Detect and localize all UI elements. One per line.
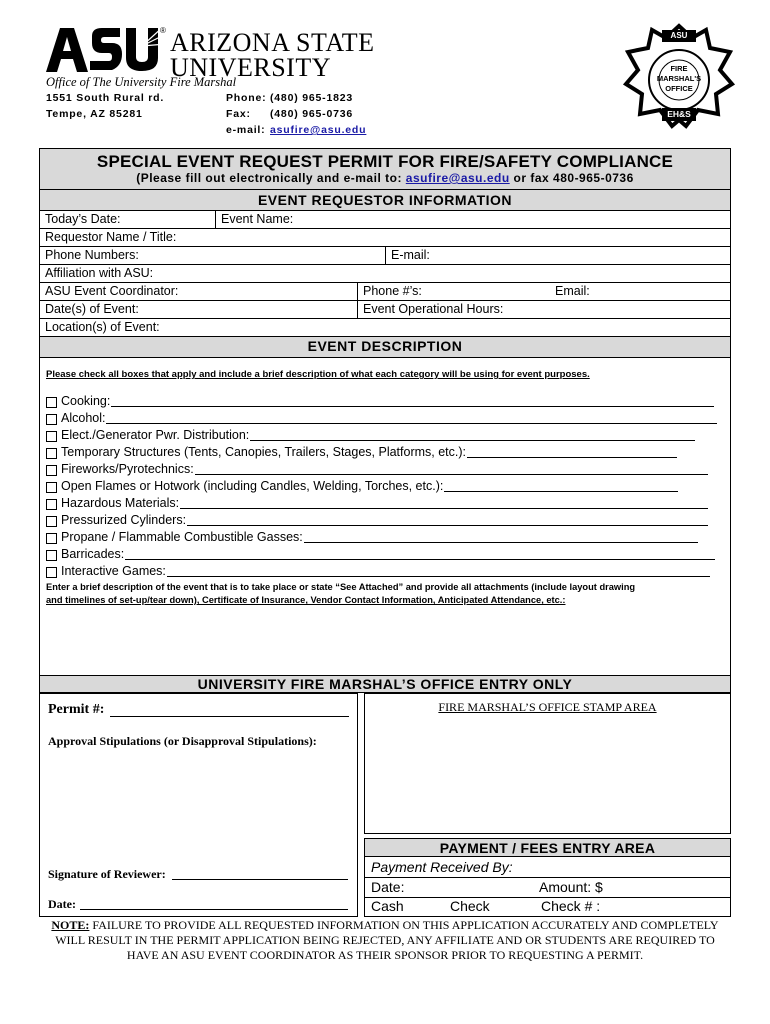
description-heading: EVENT DESCRIPTION — [307, 338, 463, 354]
badge-center-line2: MARSHAL'S — [656, 74, 702, 83]
fill-line[interactable] — [250, 439, 695, 441]
footer-note — [42, 918, 728, 963]
checkbox-generator[interactable] — [46, 427, 695, 444]
divider — [357, 301, 358, 318]
brief-description-line1: Enter a brief description of the event that is to take place or state “See Attached” and provide all attachments (include layout drawing — [46, 582, 636, 592]
check-number-label[interactable]: Check # : — [541, 898, 601, 914]
checkbox-label: Elect./Generator Pwr. Distribution: — [61, 428, 250, 442]
requestor-heading: EVENT REQUESTOR INFORMATION — [257, 192, 513, 208]
coordinator-label[interactable]: ASU Event Coordinator: — [45, 284, 179, 298]
row-locations — [39, 318, 731, 336]
divider — [357, 283, 358, 300]
hours-label[interactable]: Event Operational Hours: — [363, 302, 504, 316]
checkbox-label: Interactive Games: — [61, 564, 166, 578]
event-name-label[interactable]: Event Name: — [221, 212, 294, 226]
phone-numbers-label[interactable]: Phone Numbers: — [45, 248, 139, 262]
asu-logo-icon — [46, 26, 166, 72]
brief-description-line2: and timelines of set-up/tear down), Certificate of Insurance, Vendor Contact Information, Anticipated Attendance, etc.: — [46, 595, 566, 605]
form-title: SPECIAL EVENT REQUEST PERMIT FOR FIRE/SAFETY COMPLIANCE — [96, 152, 674, 171]
fill-line[interactable] — [187, 524, 708, 526]
form-subtitle — [39, 171, 731, 185]
checkbox-games[interactable] — [46, 563, 710, 580]
badge-center-line1: FIRE — [670, 64, 688, 73]
checkbox-alcohol[interactable] — [46, 410, 717, 427]
cash-option[interactable]: Cash — [371, 898, 404, 914]
instruction-text: Please check all boxes that apply and include a brief description of what each category will be using for event purposes. — [46, 369, 590, 380]
checkbox-icon[interactable] — [46, 516, 57, 527]
checkbox-barricades[interactable] — [46, 546, 715, 563]
permit-label: Permit #: — [48, 702, 105, 717]
subtitle-post: or fax 480-965-0736 — [513, 171, 634, 185]
permit-panel — [39, 693, 358, 917]
payment-heading: PAYMENT / FEES ENTRY AREA — [439, 840, 656, 856]
coordinator-email-label[interactable]: Email: — [555, 284, 590, 298]
fill-line[interactable] — [106, 422, 717, 424]
checkbox-label: Hazardous Materials: — [61, 496, 180, 510]
row-phone — [39, 246, 731, 264]
checkbox-label: Barricades: — [61, 547, 125, 561]
checkbox-label: Alcohol: — [61, 411, 106, 425]
checkbox-icon[interactable] — [46, 533, 57, 544]
review-date-line[interactable] — [80, 909, 348, 910]
stamp-area-label: FIRE MARSHAL’S OFFICE STAMP AREA — [438, 700, 657, 714]
checkbox-propane[interactable] — [46, 529, 698, 546]
address-line1: 1551 South Rural rd. — [46, 92, 165, 104]
checkbox-hazardous[interactable] — [46, 495, 708, 512]
divider — [385, 247, 386, 264]
university-name-line1: ARIZONA STATE — [170, 28, 375, 57]
email-field-label[interactable]: E-mail: — [391, 248, 430, 262]
fill-line[interactable] — [444, 490, 678, 492]
fill-line[interactable] — [111, 405, 714, 407]
registered-mark: ® — [160, 26, 166, 35]
checkbox-icon[interactable] — [46, 482, 57, 493]
check-option[interactable]: Check — [450, 898, 490, 914]
fill-line[interactable] — [304, 541, 698, 543]
signature-label: Signature of Reviewer: — [48, 867, 166, 881]
row-affiliation — [39, 264, 731, 282]
locations-label[interactable]: Location(s) of Event: — [45, 320, 160, 334]
university-name-line2: UNIVERSITY — [170, 53, 331, 82]
checkbox-label: Pressurized Cylinders: — [61, 513, 187, 527]
checkbox-label: Fireworks/Pyrotechnics: — [61, 462, 194, 476]
checkbox-icon[interactable] — [46, 550, 57, 561]
checkbox-icon[interactable] — [46, 499, 57, 510]
fill-line[interactable] — [195, 473, 708, 475]
checkbox-fireworks[interactable] — [46, 461, 708, 478]
checkbox-label: Open Flames or Hotwork (including Candles, Welding, Torches, etc.): — [61, 479, 444, 493]
phone-value: (480) 965-1823 — [270, 92, 354, 104]
phone-label: Phone: — [226, 92, 267, 104]
checkbox-icon[interactable] — [46, 414, 57, 425]
fill-line[interactable] — [167, 575, 710, 577]
note-label: NOTE: — [51, 918, 90, 932]
checkbox-icon[interactable] — [46, 465, 57, 476]
checkbox-label: Temporary Structures (Tents, Canopies, Trailers, Stages, Platforms, etc.): — [61, 445, 467, 459]
payment-date-label[interactable]: Date: — [371, 879, 405, 895]
checkbox-icon[interactable] — [46, 567, 57, 578]
note-text: FAILURE TO PROVIDE ALL REQUESTED INFORMATION ON THIS APPLICATION ACCURATELY AND COMPLETELY WILL RESULT IN THE PERMIT APPLICATION BEING REJECTED, ANY AFFILIATE AND OR STUDENTS ARE REQUIRED TO HAVE AN ASU EVENT COORDINATOR AS THEIR SPONSOR PRIOR TO REQUESTING A PERMIT. — [55, 918, 719, 962]
subtitle-email-link[interactable]: asufire@asu.edu — [405, 171, 510, 185]
signature-line[interactable] — [172, 879, 348, 880]
phone-s-label[interactable]: Phone #’s: — [363, 284, 422, 298]
fax-label: Fax: — [226, 108, 251, 120]
checkbox-icon[interactable] — [46, 397, 57, 408]
fire-marshal-badge — [620, 22, 738, 130]
requestor-label[interactable]: Requestor Name / Title: — [45, 230, 177, 244]
badge-bottom-text: EH&S — [667, 109, 691, 119]
checkbox-cooking[interactable] — [46, 393, 714, 410]
email-label: e-mail: — [226, 124, 266, 136]
checkbox-label: Cooking: — [61, 394, 111, 408]
row-dates — [39, 300, 731, 318]
row-date-event — [39, 210, 731, 228]
address-line2: Tempe, AZ 85281 — [46, 108, 143, 120]
review-date-label: Date: — [48, 897, 76, 911]
permit-number-line[interactable] — [110, 716, 349, 717]
divider — [215, 211, 216, 228]
brief-description-area[interactable] — [46, 610, 724, 672]
fill-line[interactable] — [180, 507, 708, 509]
fax-value: (480) 965-0736 — [270, 108, 354, 120]
asu-logo — [46, 26, 166, 72]
row-coordinator — [39, 282, 731, 300]
office-heading: UNIVERSITY FIRE MARSHAL’S OFFICE ENTRY ONLY — [197, 676, 573, 692]
amount-label[interactable]: Amount: $ — [539, 879, 603, 895]
stipulations-label: Approval Stipulations (or Disapproval Stipulations): — [48, 734, 317, 748]
todays-date-label: Today’s Date: — [45, 212, 121, 226]
subtitle-pre: (Please fill out electronically and e-mail to: — [136, 171, 402, 185]
checkbox-label: Propane / Flammable Combustible Gasses: — [61, 530, 303, 544]
dates-label[interactable]: Date(s) of Event: — [45, 302, 139, 316]
checkbox-cylinders[interactable] — [46, 512, 708, 529]
checkbox-icon[interactable] — [46, 448, 57, 459]
checkbox-open-flames[interactable] — [46, 478, 678, 495]
badge-top-text: ASU — [670, 31, 688, 40]
affiliation-label[interactable]: Affiliation with ASU: — [45, 266, 154, 280]
payment-row-divider — [364, 877, 731, 878]
payment-received-label[interactable]: Payment Received By: — [371, 859, 513, 875]
office-name: Office of The University Fire Marshal — [46, 75, 237, 89]
checkbox-icon[interactable] — [46, 431, 57, 442]
badge-center-line3: OFFICE — [665, 84, 693, 93]
fill-line[interactable] — [125, 558, 715, 560]
row-requestor — [39, 228, 731, 246]
email-link[interactable]: asufire@asu.edu — [270, 124, 367, 136]
fill-line[interactable] — [467, 456, 677, 458]
checkbox-temporary-structures[interactable] — [46, 444, 677, 461]
